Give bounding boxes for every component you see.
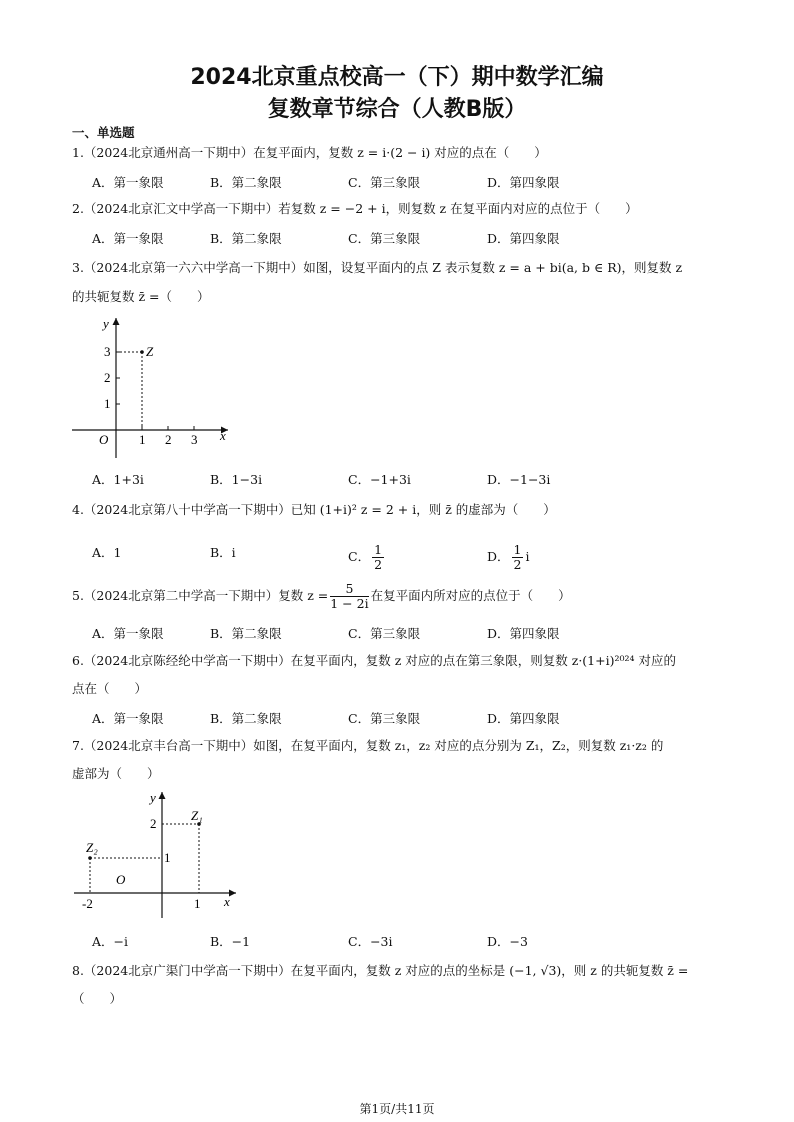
x-tick-3: 3 (191, 432, 198, 447)
option-b[interactable]: B．i (210, 545, 236, 560)
question-6-stem-cont: 点在（ ） (72, 681, 148, 696)
option-c[interactable]: C．第三象限 (348, 626, 421, 641)
question-3-stem-cont: 的共轭复数 z̄ =（ ） (72, 289, 210, 304)
question-8-stem: 8.（2024北京广渠门中学高一下期中）在复平面内，复数 z 对应的点的坐标是 (−1, √3)，则 z 的共轭复数 z̄ = (72, 963, 689, 978)
option-c[interactable]: C．−3i (348, 934, 393, 949)
option-a[interactable]: A．1+3i (92, 472, 144, 487)
option-d[interactable] (487, 543, 529, 572)
option-a[interactable]: A．第一象限 (92, 231, 164, 246)
point-z (140, 350, 144, 354)
option-a[interactable]: A．第一象限 (92, 626, 164, 641)
option-a[interactable]: A．第一象限 (92, 711, 164, 726)
figure-q3-complex-plane (70, 312, 240, 462)
x-tick-1: 1 (139, 432, 146, 447)
fraction-one-half: $\frac{1}{2}$ (513, 542, 522, 572)
question-7-stem-cont: 虚部为（ ） (72, 766, 160, 781)
y-tick-2: 2 (150, 816, 157, 831)
option-c[interactable]: C．第三象限 (348, 711, 421, 726)
section-heading: 一、单选题 (72, 125, 135, 140)
x-axis-label: x (220, 428, 226, 443)
option-c[interactable] (348, 543, 386, 572)
page-footer: 第1页/共11页 (359, 1102, 435, 1116)
fraction-one-half: $\frac{1}{2}$ (374, 542, 383, 572)
question-4-options (92, 537, 692, 573)
option-c[interactable]: C．−1+3i (348, 472, 411, 487)
question-5-stem: 5.（2024北京第二中学高一下期中）复数 z = $\frac{5}{1 - 2i}$ 在复平面内所对应的点位于（ ） (72, 581, 571, 611)
figure-q7-complex-plane (70, 788, 250, 918)
x-tick-2: 2 (165, 432, 172, 447)
option-b[interactable]: B．第二象限 (210, 711, 282, 726)
question-6-options (92, 709, 692, 729)
option-d-letter: D． (487, 549, 510, 564)
y-axis-label: y (103, 316, 109, 331)
option-a[interactable]: A．1 (92, 545, 122, 560)
option-d[interactable]: D．−3 (487, 934, 528, 949)
option-c[interactable]: C．第三象限 (348, 231, 421, 246)
option-b[interactable]: B．第二象限 (210, 626, 282, 641)
question-2-stem: 2.（2024北京汇文中学高一下期中）若复数 z = −2 + i，则复数 z 在复平面内对应的点位于（ ） (72, 201, 638, 216)
point-z2-label: Z₂ (86, 840, 98, 855)
origin-label: O (99, 432, 109, 447)
x-tick-1: 1 (194, 896, 201, 911)
y-tick-3: 3 (104, 344, 111, 359)
point-z1-label: Z₁ (191, 808, 203, 823)
question-7-options (92, 932, 692, 952)
option-d[interactable]: D．第四象限 (487, 711, 560, 726)
option-b[interactable]: B．第二象限 (210, 231, 282, 246)
fraction-5-over-1-minus-2i: $\frac{5}{1 - 2i}$ (330, 581, 369, 611)
question-3-options (92, 470, 692, 490)
question-6-stem: 6.（2024北京陈经纶中学高一下期中）在复平面内，复数 z 对应的点在第三象限，则复数 z·(1+i)²⁰²⁴ 对应的 (72, 653, 676, 668)
option-b[interactable]: B．−1 (210, 934, 251, 949)
page-subtitle: 复数章节综合（人教B版） (267, 97, 527, 122)
origin-label: O (116, 872, 126, 887)
option-c-letter: C． (348, 549, 371, 564)
option-b[interactable]: B．1−3i (210, 472, 263, 487)
y-tick-2: 2 (104, 370, 111, 385)
option-a[interactable]: A．第一象限 (92, 175, 164, 190)
page-title: 2024北京重点校高一（下）期中数学汇编 (190, 65, 604, 90)
question-7-stem: 7.（2024北京丰台高一下期中）如图，在复平面内，复数 z₁，z₂ 对应的点分别为 Z₁，Z₂，则复数 z₁·z₂ 的 (72, 738, 664, 753)
question-1-options (92, 173, 692, 193)
option-d[interactable]: D．第四象限 (487, 626, 560, 641)
point-z2 (88, 856, 92, 860)
imag-unit: i (525, 549, 530, 564)
x-axis-label: x (224, 894, 230, 909)
option-d[interactable]: D．第四象限 (487, 175, 560, 190)
x-tick-neg2: -2 (82, 896, 93, 911)
option-a[interactable]: A．−i (92, 934, 128, 949)
option-b[interactable]: B．第二象限 (210, 175, 282, 190)
y-axis-label: y (150, 790, 156, 805)
y-tick-1: 1 (164, 850, 171, 865)
point-z-label: Z (146, 344, 154, 359)
question-8-stem-cont: （ ） (72, 991, 123, 1006)
question-4-stem: 4.（2024北京第八十中学高一下期中）已知 (1+i)² z = 2 + i，则 z̄ 的虚部为（ ） (72, 502, 556, 517)
question-1-stem: 1.（2024北京通州高一下期中）在复平面内，复数 z = i·(2 − i) 对应的点在（ ） (72, 145, 547, 160)
option-d[interactable]: D．−1−3i (487, 472, 551, 487)
y-tick-1: 1 (104, 396, 111, 411)
question-3-stem: 3.（2024北京第一六六中学高一下期中）如图，设复平面内的点 Z 表示复数 z = a + bi(a, b ∈ R)，则复数 z (72, 260, 683, 275)
question-5-options (92, 624, 692, 644)
option-d[interactable]: D．第四象限 (487, 231, 560, 246)
question-2-options (92, 229, 692, 249)
option-c[interactable]: C．第三象限 (348, 175, 421, 190)
